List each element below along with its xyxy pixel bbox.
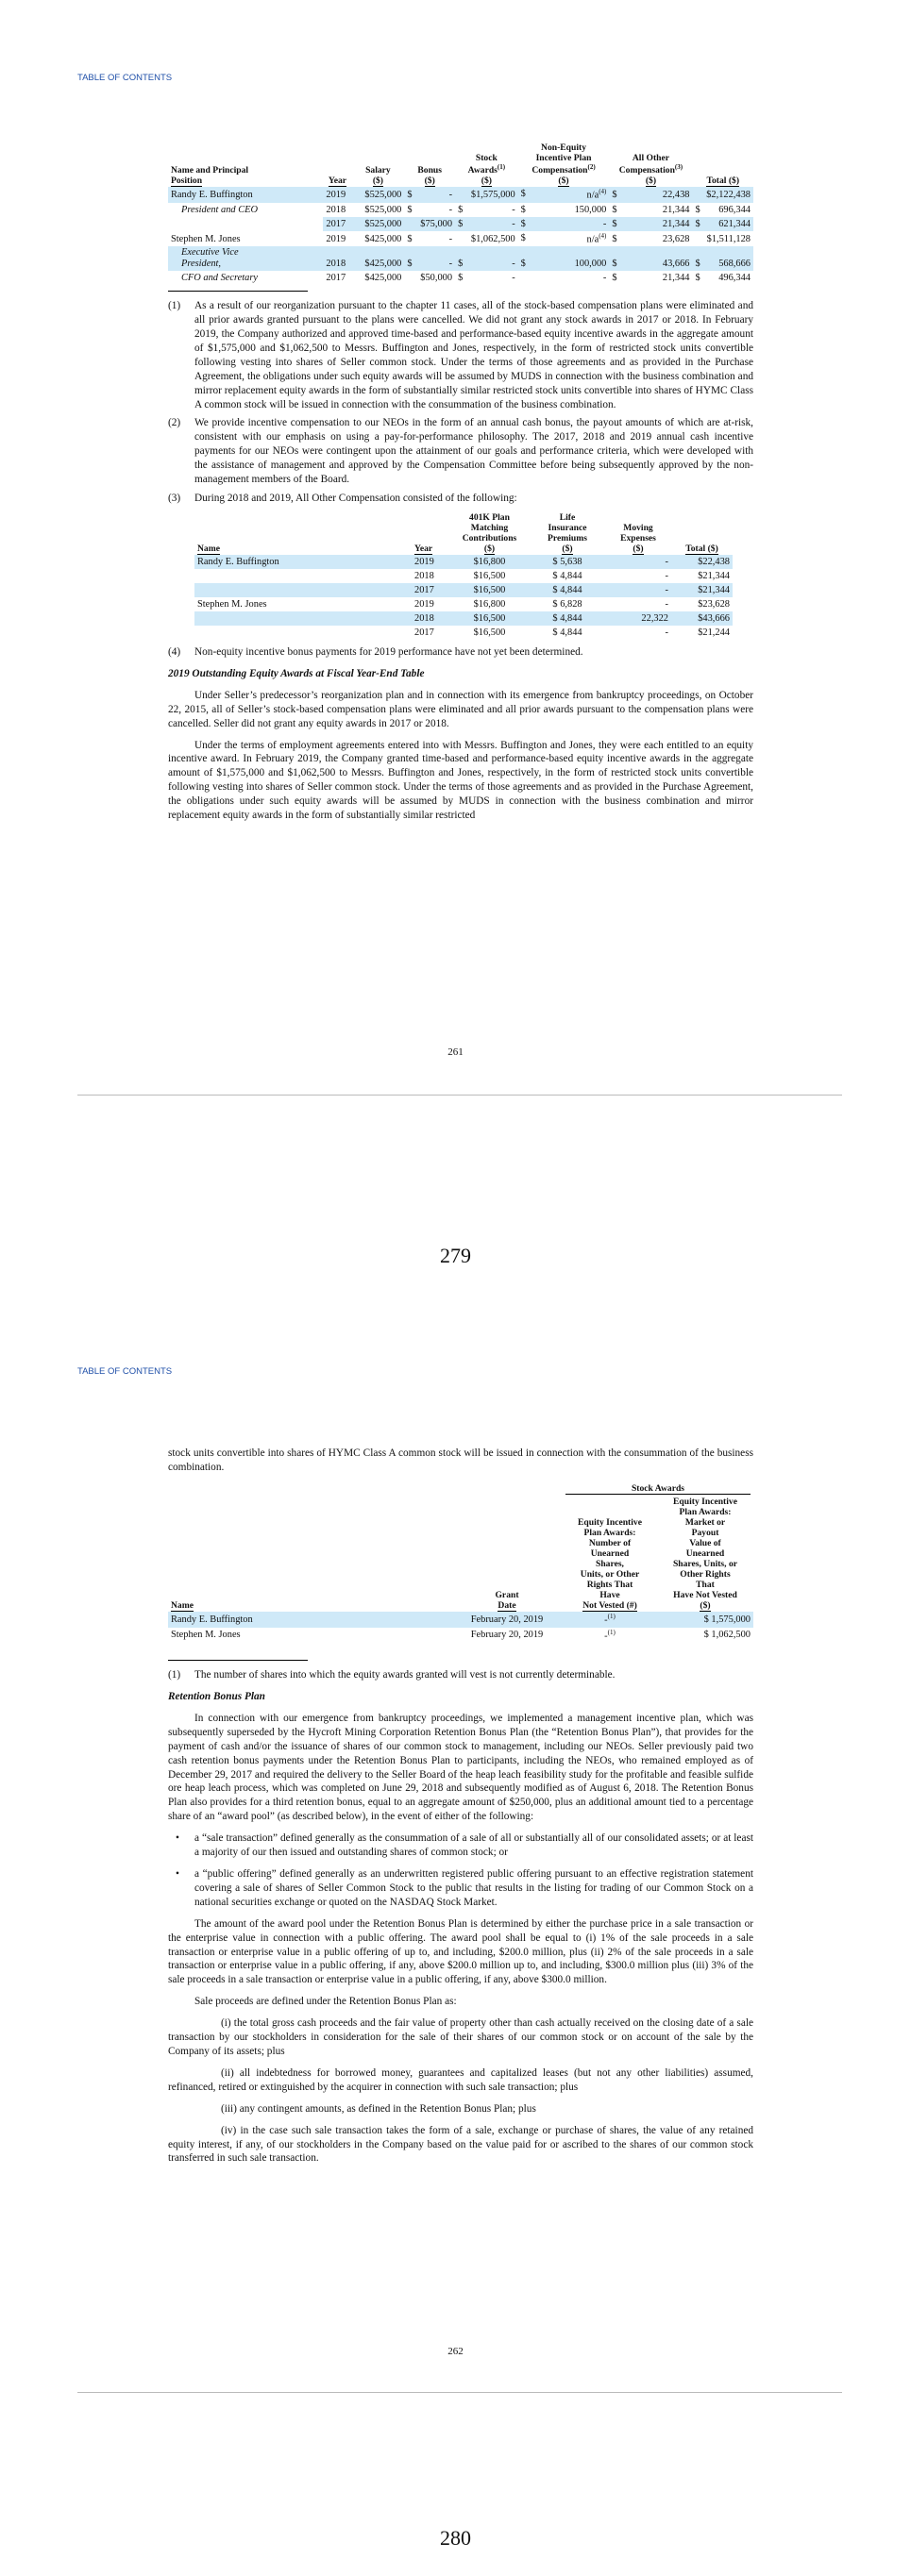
table-of-contents-link[interactable]: TABLE OF CONTENTS xyxy=(77,73,173,83)
footnote-2: (2) We provide incentive compensation to our NEOs in the form of an annual cash bonus, the payout amounts of which are at-risk, consistent with our emphasis on using a pay-for-performance philosophy. The 2017, 2018 and 2019 annual cash incentive payments for our NEOs were contingent upon the attainment of our goals and performance criteria, which were developed with the assistance of management and approved by the Compensation Committee before being subsequently approved by the non-management members of the Board. xyxy=(168,417,753,486)
table-row: 2017 $525,000 $75,000 $ - $ - $ 21,344 $ 621,344 xyxy=(168,217,753,231)
page1-content xyxy=(168,142,753,830)
list-item: (i) the total gross cash proceeds and the fair value of property other than cash actually received on the closing date of a sale transaction by our stockholders in consideration for the sale of their shares of our common stock or on account of the sale by the Company of its assets; plus xyxy=(168,2017,753,2057)
list-item: • a “public offering” defined generally as an underwritten registered public offering pursuant to an effective registration statement covering a sale of shares of Seller Common Stock to the public that results in the listing for trading of our Common Stock on a national securities exchange or quoted on the NASDAQ Stock Market. xyxy=(176,1868,753,1908)
table-row: President and CEO 2018 $525,000 $ - $ - $ 150,000 $ 21,344 $ 696,344 xyxy=(181,204,751,215)
table-group-header: Stock Awards xyxy=(168,1482,753,1496)
paragraph: In connection with our emergence from bankruptcy proceedings, we implemented a management incentive plan, which was subsequently superseded by the Hycroft Mining Corporation Retention Bonus Plan (the “Retention Bonus Plan”), that provides for the payment of cash and/or the issuance of shares of our common stock to management, including our NEOs. Seller previously paid two cash retention bonus payments under the Retention Bonus Plan to participants, including the NEOs, who remained employed as of December 29, 2017 and required the delivery to the Seller Board of the heap leach feasibility study for the profitable and feasible sulfide ore heap leach process, which was completed on June 29, 2018 and subsequently modified as of August 6, 2018. The Retention Bonus Plan also provides for a third retention bonus, equal to an aggregate amount of $250,000, plus an additional amount tied to a percentage share of an “award pool” (as described below), in the event of either of the following: xyxy=(168,1712,753,1823)
paragraph: Sale proceeds are defined under the Retention Bonus Plan as: xyxy=(194,1996,457,2008)
paragraph: stock units convertible into shares of HYMC Class A common stock will be issued in connection with the consummation of the business combination. xyxy=(168,1447,753,1473)
footnote-1: (1) As a result of our reorganization pursuant to the chapter 11 cases, all of the stock-based compensation plans were eliminated and all prior awards granted pursuant to the plans were cancelled. We did not grant any stock awards in 2017 or 2018. In February 2019, the Company authorized and approved time-based and performance-based equity incentive awards in the aggregate amount of $1,575,000 and $1,062,500 to Messrs. Buffington and Jones, respectively, in the form of restricted stock units convertible following vesting into shares of Seller common stock. Under the terms of those agreements and as provided in the Purchase Agreement, the obligations under such equity awards will be assumed by MUDS in connection with the business combination and mirror replacement equity awards in the form of substantially similar restricted stock units convertible into shares of HYMC Class A common stock will be issued in connection with the consummation of the business combination. xyxy=(168,300,753,410)
footnote-1: (1) The number of shares into which the equity awards granted will vest is not currently determinable. xyxy=(168,1669,616,1681)
list-item: (iii) any contingent amounts, as defined in the Retention Bonus Plan; plus xyxy=(221,2102,536,2115)
page-counter: 280 xyxy=(440,2526,471,2550)
list-item: (iv) in the case such sale transaction takes the form of a sale, exchange or purchase of shares, the value of any retained equity interest, if any, of our stockholders in the Company based on the value paid for or ascribed to the shares of our common stock transferred in such sale transaction. xyxy=(168,2124,753,2165)
footnote-3: (3) During 2018 and 2019, All Other Compensation consisted of the following: xyxy=(168,492,517,504)
footnote-4: (4) Non-equity incentive bonus payments for 2019 performance have not yet been determined. xyxy=(168,645,583,658)
list-item: • a “sale transaction” defined generally as the consummation of a sale of all or substantially all of our consolidated assets; or at least a majority of our then issued and outstanding shares of common stock; or xyxy=(176,1832,753,1859)
table-row: 2018 $16,500 $ 4,844 22,322 $43,666 xyxy=(194,611,733,626)
table-header: Name Grant Date Equity Incentive Plan Awards: Number of Unearned Shares, Units, or Other Rights That Have Not Vested (#) Equity Incentive Plan Awards: Market or Payout Value of Unearned Shares, Units, or Other Rights That Have Not Vested ($) xyxy=(171,1496,738,1612)
list-item: (ii) all indebtedness for borrowed money, guarantees and capitalized leases (but not any other liabilities) assumed, refinanced, retired or extinguished by the acquirer in connection with such sale transaction; plus xyxy=(168,2066,753,2093)
table-row: 2017 $16,500 $ 4,844 - $21,344 xyxy=(194,583,733,597)
table-row: Randy E. Buffington February 20, 2019 -$^{(1)}$ $ 1,575,000 xyxy=(168,1612,753,1627)
table-row: 2018 $16,500 $ 4,844 - $21,344 xyxy=(414,570,730,581)
page-divider xyxy=(77,1095,842,1096)
table-header: Name and Principal Position Year Salary ($) Bonus ($) Stock Awards$^{(1)}$ ($) Non-Equity Incentive Plan Compensation$^{(2)}$ ($) All Other Compensation$^{(3)}$ ($) Total ($) xyxy=(171,142,740,187)
table-row: Stephen M. Jones 2019 $425,000 $ - $1,062,500 $ $n/a^{(4)}$ $ 23,628 $1,511,128 xyxy=(171,231,751,245)
page2-content xyxy=(168,1447,753,2173)
page-counter: 279 xyxy=(440,1244,471,1267)
page-number: 262 xyxy=(447,2346,464,2357)
summary-compensation-table xyxy=(168,142,753,285)
table-row: Randy E. Buffington 2019 $16,800 $ 5,638 - $22,438 xyxy=(194,555,733,569)
all-other-compensation-table xyxy=(194,511,733,640)
table-row: Stephen M. Jones 2019 $16,800 $ 6,828 - $23,628 xyxy=(197,598,730,610)
page-number: 261 xyxy=(447,1046,464,1058)
table-row: Executive Vice President, 2018 $425,000 $ - $ - $ 100,000 $ 43,666 $ 568,666 xyxy=(168,246,753,271)
outstanding-equity-awards-table xyxy=(168,1482,753,1643)
table-row: 2017 $16,500 $ 4,844 - $21,244 xyxy=(414,627,730,638)
section-heading: Retention Bonus Plan xyxy=(168,1691,265,1703)
table-row: CFO and Secretary 2017 $425,000 $50,000 $ - - $ 21,344 $ 496,344 xyxy=(181,273,751,284)
table-of-contents-link[interactable]: TABLE OF CONTENTS xyxy=(77,1366,173,1377)
table-row: Stephen M. Jones February 20, 2019 -$^{(1)}$ $ 1,062,500 xyxy=(171,1628,751,1642)
section-heading: 2019 Outstanding Equity Awards at Fiscal Year-End Table xyxy=(168,667,425,679)
footnote-divider xyxy=(168,291,308,292)
bullet-list xyxy=(168,1832,753,1910)
paragraph: The amount of the award pool under the Retention Bonus Plan is determined by either the purchase price in a sale transaction or the enterprise value in connection with a public offering. The award pool shall be equal to (i) 1% of the sale proceeds in a sale transaction or enterprise value in a public offering of up to, and including, $200.0 million, plus (ii) 2% of the sale proceeds in a sale transaction or enterprise value in a public offering, if any, above $200.0 million up to, and including, $300.0 million plus (iii) 3% of the sale proceeds in a sale transaction or enterprise value in a public offering, if any, above $300.0 million. xyxy=(168,1917,753,1986)
footnote-divider xyxy=(168,1660,308,1661)
paragraph: Under Seller’s predecessor’s reorganization plan and in connection with its emergence from bankruptcy proceedings, on October 22, 2015, all of Seller’s stock-based compensation plans were eliminated and all prior awards pursuant to the compensation plans were cancelled. Seller did not grant any equity awards in 2017 or 2018. xyxy=(168,689,753,729)
table-row: Randy E. Buffington 2019 $525,000 $ - $1,575,000 $ $n/a^{(4)}$ $ 22,438 $2,122,438 xyxy=(168,187,753,202)
table-header: Name Year 401K Plan Matching Contributions ($) Life Insurance Premiums ($) Moving Expenses ($) Total ($) xyxy=(197,511,718,554)
page-divider xyxy=(77,2392,842,2393)
paragraph: Under the terms of employment agreements entered into with Messrs. Buffington and Jones, they were each entitled to an equity incentive award. In February 2019, the Company granted time-based and performance-based equity incentive awards in the aggregate amount of $1,575,000 and $1,062,500 to Messrs. Buffington and Jones, respectively, in the form of restricted stock units convertible following vesting into shares of Seller common stock. Under the terms of those agreements and as provided in the Purchase Agreement, the obligations under such equity awards will be assumed by MUDS in connection with the business combination and mirror replacement equity awards in the form of substantially similar restricted xyxy=(168,739,753,822)
